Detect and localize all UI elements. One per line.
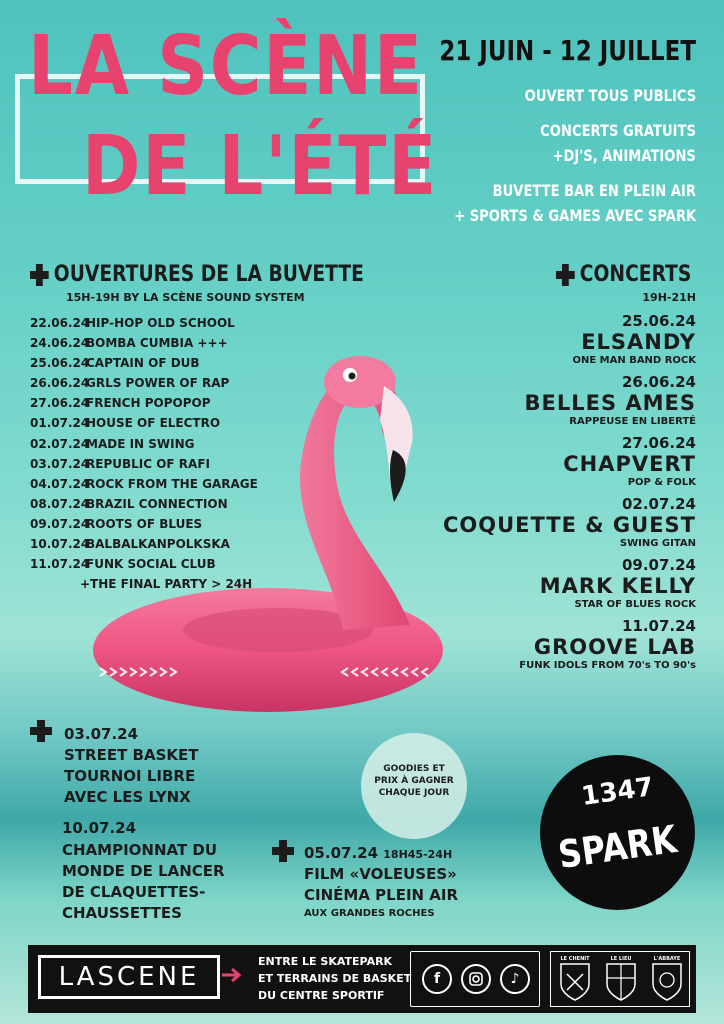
goodies-line: CHAQUE JOUR [378,788,450,798]
buvette-list [30,313,280,594]
main-title-line1: LA SCÈNE [28,19,424,114]
buvette-heading: OUVERTURES DE LA BUVETTE [30,262,364,287]
footer-line: ET TERRAINS DE BASKET [258,972,412,985]
concert-item [436,373,696,434]
buvette-name: BOMBA CUMBIA +++ [86,336,228,351]
footer-location [258,953,411,1004]
buvette-row [30,454,280,474]
tiktok-icon[interactable]: ♪ [500,964,530,994]
buvette-date: 09.07.24 [30,516,90,531]
spark-logo [540,755,695,910]
buvette-date: 22.06.24 [30,316,90,330]
concert-date: 09.07.24 [621,556,696,574]
sports-line: CHAUSSETTES [62,904,182,922]
buvette-row [30,514,280,534]
film-subtitle: CINÉMA PLEIN AIR [304,886,459,904]
buvette-date: 25.06.24 [30,356,90,371]
film-title: FILM «VOLEUSES» [304,865,457,883]
buvette-name: FRENCH POPOPOP [86,396,211,411]
plus-icon [556,264,575,286]
sports-line: TOURNOI LIBRE [64,767,196,785]
buvette-name: CAPTAIN OF DUB [86,356,200,371]
concert-item [436,434,696,495]
buvette-date: 04.07.24 [30,476,90,491]
buvette-name: REPUBLIC OF RAFI [86,456,210,471]
goodies-line: PRIX À GAGNER [374,776,454,786]
footer-bar [28,945,696,1013]
buvette-row [30,313,280,333]
info-concerts: CONCERTS GRATUITS [540,121,696,140]
buvette-date: 11.07.24 [30,557,90,572]
buvette-date: 01.07.24 [30,416,90,431]
concert-style: ONE MAN BAND ROCK [572,355,696,366]
buvette-date: 26.06.24 [30,376,90,391]
concert-style: RAPPEUSE EN LIBERTÉ [569,416,696,427]
buvette-row [30,434,280,454]
sports-line: MONDE DE LANCER [62,862,225,880]
concert-date: 27.06.24 [621,434,696,452]
buvette-row [30,554,280,574]
concert-name: GROOVE LAB [533,635,696,659]
plus-icon [30,720,58,742]
concert-date: 25.06.24 [621,312,696,330]
concert-list [436,312,696,678]
sports-line: STREET BASKET [64,746,199,764]
buvette-row [30,353,280,373]
concerts-hours: 19H-21H [642,291,696,304]
event-dates: 21 JUIN - 12 JUILLET [439,34,696,67]
goodies-bubble [361,733,467,839]
facebook-icon[interactable]: f [422,964,452,994]
concert-name: MARK KELLY [539,574,696,598]
social-links [410,951,540,1007]
concert-item [436,495,696,556]
concert-style: SWING GITAN [619,538,696,549]
spark-number: 1347 [579,772,656,812]
buvette-row [30,373,280,393]
badge-le-lieu-icon: LE LIEU [601,956,641,1004]
buvette-date: 27.06.24 [30,396,90,411]
buvette-name: BALBALKANPOLKSKA [86,537,230,552]
sports-line: AVEC LES LYNX [64,788,191,806]
buvette-name: ROCK FROM THE GARAGE [86,476,258,491]
buvette-row [30,474,280,494]
commune-badges [550,951,690,1007]
sports-date-1: 03.07.24 [64,725,139,743]
badge-labbaye-icon: L'ABBAYE [647,956,687,1004]
film-date: 05.07.24 18H45-24H [304,844,453,862]
film-location: AUX GRANDES ROCHES [304,908,435,919]
buvette-name: GRLS POWER OF RAP [86,376,230,391]
buvette-row [30,393,280,413]
spark-word: SPARK [555,816,680,878]
buvette-row [30,534,280,554]
sports-line: CHAMPIONNAT DU [62,841,218,859]
footer-line: DU CENTRE SPORTIF [258,989,385,1002]
sports-date-2: 10.07.24 [62,819,137,837]
concerts-heading: CONCERTS [556,262,691,287]
plus-icon [30,264,49,286]
info-djs: +DJ'S, ANIMATIONS [552,146,696,165]
buvette-name: HIP-HOP OLD SCHOOL [86,316,235,330]
buvette-name: MADE IN SWING [86,436,195,451]
buvette-date: 10.07.24 [30,537,90,552]
concert-name: CHAPVERT [563,452,696,476]
lascene-logo[interactable]: LASCENE [38,955,220,999]
buvette-row [30,413,280,433]
buvette-name: BRAZIL CONNECTION [86,496,228,511]
concert-item [436,556,696,617]
buvette-row [30,333,280,353]
main-title-line2: DE L'ÉTÉ [82,119,438,214]
buvette-date: 24.06.24 [30,336,90,351]
sports-line: DE CLAQUETTES- [62,883,206,901]
info-buvette: BUVETTE BAR EN PLEIN AIR [492,181,696,200]
concert-name: BELLES AMES [524,391,696,415]
buvette-row [30,494,280,514]
buvette-date: 03.07.24 [30,456,90,471]
buvette-name: ROOTS OF BLUES [86,516,203,531]
concert-item [436,312,696,373]
concert-style: POP & FOLK [627,477,696,488]
buvette-name: HOUSE OF ELECTRO [86,416,221,431]
buvette-name: FUNK SOCIAL CLUB [86,557,216,572]
badge-le-chenit-icon: LE CHENIT [555,956,595,1004]
instagram-icon[interactable] [461,964,491,994]
buvette-subheading: 15H-19H BY LA SCÈNE SOUND SYSTEM [66,291,305,304]
goodies-line: GOODIES ET [383,764,445,774]
concert-style: STAR OF BLUES ROCK [574,599,696,610]
concert-date: 11.07.24 [621,617,696,635]
concert-name: ELSANDY [581,330,696,354]
buvette-extra: +THE FINAL PARTY > 24H [80,577,253,592]
concert-name: COQUETTE & GUEST [442,513,696,537]
info-sports: + SPORTS & GAMES AVEC SPARK [453,206,696,225]
concert-date: 26.06.24 [621,373,696,391]
arrow-right-icon [222,968,242,982]
buvette-date: 08.07.24 [30,496,90,511]
footer-line: ENTRE LE SKATEPARK [258,955,393,968]
buvette-date: 02.07.24 [30,436,90,451]
concert-item [436,617,696,678]
plus-icon [272,840,300,862]
concert-date: 02.07.24 [621,495,696,513]
concert-style: FUNK IDOLS FROM 70's TO 90's [519,660,696,671]
info-open: OUVERT TOUS PUBLICS [524,86,696,105]
